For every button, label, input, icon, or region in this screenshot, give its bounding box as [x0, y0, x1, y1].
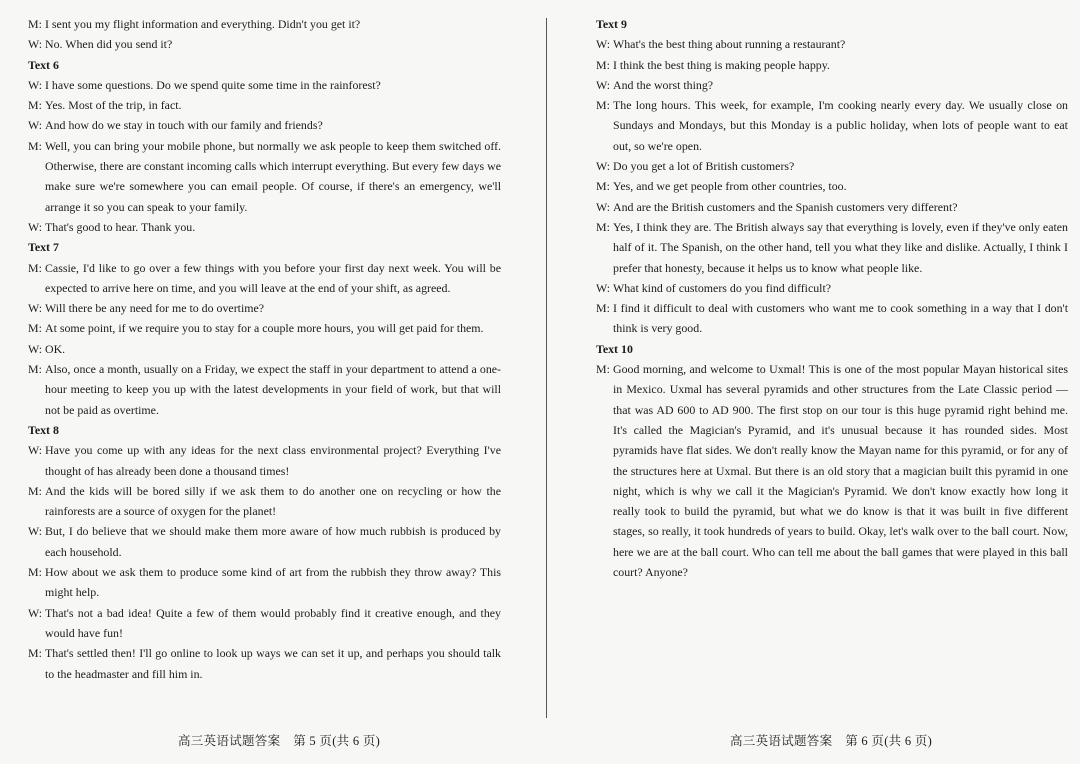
speaker-label: W:: [596, 199, 611, 214]
dialogue-text: What kind of customers do you find difficult?: [613, 280, 832, 295]
dialogue-text: And the worst thing?: [613, 77, 714, 92]
dialogue-text: Also, once a month, usually on a Friday, we expect the staff in your department to attend a one-hour meeting to keep you up with the latest developments in your field of work, but that will not be paid as overtime.: [45, 362, 501, 417]
dialogue-line: [596, 156, 1068, 176]
dialogue-line: [596, 298, 1068, 339]
speaker-label: W:: [28, 77, 43, 92]
dialogue-line: [596, 176, 1068, 196]
dialogue-text: Yes, I think they are. The British always say that everything is lovely, even if they've only eaten half of it. The Spanish, on the other hand, tell you what they like and dislike. Actually, I think I prefer that honesty, because it helps us to know what people like.: [613, 219, 1068, 275]
dialogue-text: I have some questions. Do we spend quite some time in the rainforest?: [45, 77, 381, 92]
dialogue-text: OK.: [45, 341, 66, 356]
dialogue-text: Yes, and we get people from other countries, too.: [613, 179, 847, 194]
speaker-label: W:: [28, 219, 43, 234]
dialogue-text: How about we ask them to produce some kind of art from the rubbish they throw away? This might help.: [45, 565, 501, 600]
page-footer-left: 高三英语试题答案 第 5 页(共 6 页): [178, 734, 381, 748]
dialogue-line: [28, 217, 501, 237]
speaker-label: M:: [596, 219, 610, 234]
speaker-label: M:: [28, 98, 42, 113]
speaker-label: M:: [596, 179, 610, 194]
speaker-label: M:: [28, 362, 42, 377]
dialogue-text: Have you come up with any ideas for the next class environmental project? Everything I've thought of has already been done a thousand times!: [45, 443, 501, 478]
dialogue-line: [28, 521, 501, 562]
dialogue-line: [596, 95, 1068, 156]
speaker-label: M:: [28, 483, 42, 498]
speaker-label: W:: [28, 37, 43, 52]
dialogue-line: [596, 278, 1068, 298]
dialogue-line: [28, 34, 501, 54]
speaker-label: M:: [28, 260, 42, 275]
speaker-label: M:: [596, 362, 610, 377]
dialogue-text: Will there be any need for me to do overtime?: [45, 301, 265, 316]
speaker-label: M:: [28, 17, 42, 31]
dialogue-text: No. When did you send it?: [45, 37, 173, 52]
dialogue-text: But, I do believe that we should make them more aware of how much rubbish is produced by each household.: [45, 524, 501, 559]
dialogue-line: [28, 75, 501, 95]
dialogue-line: [28, 14, 501, 34]
dialogue-line: [596, 75, 1068, 95]
dialogue-text: I sent you my flight information and everything. Didn't you get it?: [45, 17, 361, 31]
dialogue-line: [28, 298, 501, 318]
dialogue-line: [596, 217, 1068, 278]
dialogue-text: And are the British customers and the Spanish customers very different?: [613, 199, 958, 214]
dialogue-text: Cassie, I'd like to go over a few things with you before your first day next week. You will be expected to arrive here on time, and you will leave at the end of your shift, as agreed.: [45, 260, 501, 295]
speaker-label: W:: [596, 159, 611, 174]
speaker-label: W:: [28, 118, 43, 133]
dialogue-text: Good morning, and welcome to Uxmal! This is one of the most popular Mayan historical sites in Mexico. Uxmal has several pyramids and other structures from the Late Classic period — that was AD 600 to AD 900. The first stop on our tour is this huge pyramid right behind me. It's called the Magician's Pyramid, and it's unusual because it has rounded sides. Most pyramids have flat sides. We don't really know the Mayan name for this pyramid, or for any of the structures here at Uxmal. But there is an old story that a magician built this pyramid in one night, which is why we call it the Magician's Pyramid. We don't know exactly how long it really took to build the pyramid, but what we do know is that it was built in five different stages, so really, it took hundreds of years to build. Okay, let's walk over to the ball court. Now, here we are at the ball court. Who can tell me about the ball games that were played in this ball court? Anyone?: [613, 362, 1068, 580]
speaker-label: M:: [596, 57, 610, 72]
dialogue-line: [28, 318, 501, 338]
speaker-label: M:: [596, 301, 610, 316]
dialogue-text: And how do we stay in touch with our family and friends?: [45, 118, 323, 133]
dialogue-line: [596, 55, 1068, 75]
dialogue-text: Yes. Most of the trip, in fact.: [45, 98, 182, 113]
speaker-label: W:: [28, 443, 43, 458]
dialogue-line: [28, 481, 501, 522]
speaker-label: W:: [28, 605, 43, 620]
dialogue-line: [596, 34, 1068, 54]
dialogue-line: [28, 603, 501, 644]
speaker-label: M:: [28, 646, 42, 661]
speaker-label: W:: [28, 301, 43, 316]
dialogue-line: [28, 136, 501, 217]
left-page-column: [28, 14, 501, 684]
dialogue-line: [28, 339, 501, 359]
section-heading: Text 10: [596, 341, 633, 356]
speaker-label: M:: [28, 565, 42, 580]
speaker-label: W:: [28, 524, 43, 539]
speaker-label: W:: [28, 341, 43, 356]
dialogue-text: That's good to hear. Thank you.: [45, 219, 196, 234]
dialogue-line: [28, 562, 501, 603]
dialogue-line: [28, 643, 501, 684]
dialogue-line: [596, 359, 1068, 582]
section-heading: Text 8: [28, 422, 59, 437]
speaker-label: W:: [596, 37, 611, 52]
dialogue-text: At some point, if we require you to stay for a couple more hours, you will get paid for them.: [45, 321, 484, 336]
dialogue-text: Do you get a lot of British customers?: [613, 159, 795, 174]
dialogue-text: That's not a bad idea! Quite a few of them would probably find it creative enough, and they would have fun!: [45, 605, 501, 640]
speaker-label: W:: [596, 77, 611, 92]
section-heading: Text 6: [28, 57, 59, 72]
section-heading: Text 9: [596, 17, 627, 31]
dialogue-text: What's the best thing about running a restaurant?: [613, 37, 846, 52]
dialogue-text: And the kids will be bored silly if we ask them to do another one on recycling or how the rainforests are a source of oxygen for the planet!: [45, 483, 501, 519]
dialogue-text: I find it difficult to deal with customers who want me to cook something in a way that I don't think is very good.: [613, 301, 1068, 336]
speaker-label: W:: [596, 280, 611, 295]
page-footer-right: 高三英语试题答案 第 6 页(共 6 页): [730, 734, 933, 748]
dialogue-text: The long hours. This week, for example, I'm cooking nearly every day. We usually close on Sundays and Mondays, but this Monday is a public holiday, when lots of people want to eat out, so we're open.: [613, 98, 1068, 153]
dialogue-line: [28, 115, 501, 135]
center-divider: [546, 18, 547, 718]
dialogue-text: I think the best thing is making people happy.: [613, 57, 830, 72]
dialogue-line: [596, 197, 1068, 217]
dialogue-line: [28, 95, 501, 115]
dialogue-line: [28, 359, 501, 420]
speaker-label: M:: [28, 138, 42, 153]
speaker-label: M:: [28, 321, 42, 336]
dialogue-text: That's settled then! I'll go online to look up ways we can set it up, and perhaps you should talk to the headmaster and fill him in.: [45, 646, 501, 681]
dialogue-line: [28, 258, 501, 299]
dialogue-text: Well, you can bring your mobile phone, but normally we ask people to keep them switched off. Otherwise, there are constant incoming calls which interrupt everything. But every few days we make sure we're somewhere you can email people. Of course, if there's an emergency, we'll arrange it so you can speak to your family.: [45, 138, 501, 214]
section-heading: Text 7: [28, 240, 59, 255]
speaker-label: M:: [596, 98, 610, 113]
right-page-column: [596, 14, 1068, 582]
dialogue-line: [28, 440, 501, 481]
